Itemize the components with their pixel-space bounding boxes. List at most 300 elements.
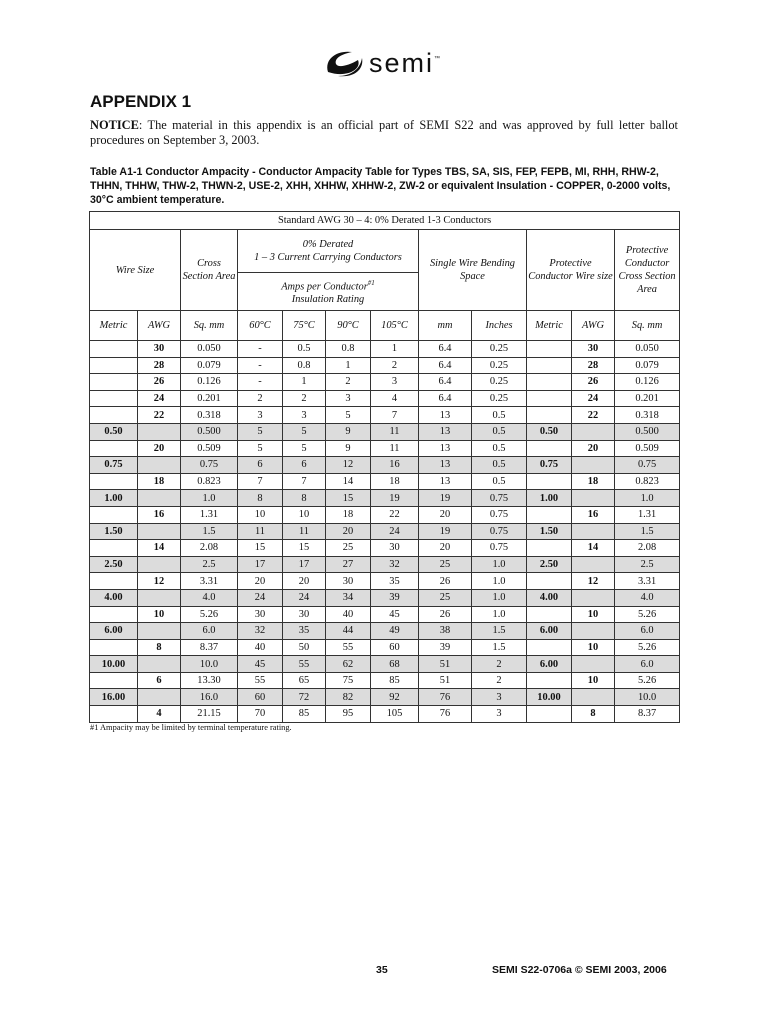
table-cell: 0.050: [615, 341, 680, 358]
table-cell: [138, 523, 181, 540]
table-cell: 1: [371, 341, 419, 358]
table-cell: 0.079: [181, 357, 238, 374]
table-cell: 8.37: [615, 706, 680, 723]
header-protective-cross-section: Protective Conductor Cross Section Area: [615, 230, 680, 311]
table-cell: [527, 639, 572, 656]
table-cell: [527, 390, 572, 407]
notice-text: : The material in this appendix is an official part of SEMI S22 and was approved by full letter ballot procedures on September 3, 2003.: [90, 118, 678, 147]
table-cell: 24: [371, 523, 419, 540]
table-cell: 0.509: [181, 440, 238, 457]
header-wire-size: Wire Size: [90, 230, 181, 311]
table-cell: 0.5: [472, 407, 527, 424]
table-cell: [527, 706, 572, 723]
table-cell: 68: [371, 656, 419, 673]
header-insulation-rating: Insulation Rating: [291, 294, 365, 306]
table-row: [90, 606, 680, 623]
header-bending-space: Single Wire Bending Space: [419, 230, 527, 311]
table-cell: 8.37: [181, 639, 238, 656]
header-protective-wire-size: Protective Conductor Wire size: [527, 230, 615, 311]
table-cell: 19: [419, 523, 472, 540]
table-cell: [572, 589, 615, 606]
table-cell: 85: [283, 706, 326, 723]
table-cell: 0.500: [181, 423, 238, 440]
table-cell: [90, 606, 138, 623]
table-row: [90, 490, 680, 507]
table-cell: 13: [419, 457, 472, 474]
table-cell: 1.0: [472, 556, 527, 573]
table-cell: 3: [472, 706, 527, 723]
table-cell: 5: [238, 423, 283, 440]
table-cell: 1.0: [472, 573, 527, 590]
table-cell: 82: [326, 689, 371, 706]
table-cell: 5: [326, 407, 371, 424]
table-cell: 0.318: [615, 407, 680, 424]
table-cell: [90, 672, 138, 689]
table-cell: 11: [238, 523, 283, 540]
table-cell: 6.00: [527, 623, 572, 640]
table-row: [90, 473, 680, 490]
table-cell: 13.30: [181, 672, 238, 689]
table-cell: 14: [572, 540, 615, 557]
table-cell: 0.509: [615, 440, 680, 457]
table-cell: 45: [371, 606, 419, 623]
table-cell: 55: [283, 656, 326, 673]
header-derated-line1: 0% Derated: [302, 239, 354, 250]
table-cell: 0.823: [181, 473, 238, 490]
table-cell: 55: [238, 672, 283, 689]
table-cell: 3: [283, 407, 326, 424]
table-cell: 0.50: [90, 423, 138, 440]
table-cell: 1: [283, 374, 326, 391]
table-cell: 75: [326, 672, 371, 689]
table-cell: 51: [419, 656, 472, 673]
table-cell: 72: [283, 689, 326, 706]
table-cell: 7: [283, 473, 326, 490]
table-cell: 62: [326, 656, 371, 673]
table-cell: 0.50: [527, 423, 572, 440]
table-cell: [138, 556, 181, 573]
table-cell: 70: [238, 706, 283, 723]
table-cell: 44: [326, 623, 371, 640]
notice-paragraph: [90, 118, 678, 148]
table-cell: 30: [283, 606, 326, 623]
table-cell: 15: [283, 540, 326, 557]
table-cell: 6.4: [419, 374, 472, 391]
table-cell: 49: [371, 623, 419, 640]
table-cell: 14: [326, 473, 371, 490]
table-cell: 3: [371, 374, 419, 391]
table-cell: 0.8: [283, 357, 326, 374]
units-header-cell: AWG: [138, 311, 181, 341]
table-cell: 17: [238, 556, 283, 573]
table-cell: [527, 506, 572, 523]
table-cell: 10: [572, 606, 615, 623]
notice-label: NOTICE: [90, 118, 139, 132]
table-cell: 39: [371, 589, 419, 606]
table-cell: [90, 639, 138, 656]
table-cell: 20: [138, 440, 181, 457]
table-cell: 1.00: [527, 490, 572, 507]
table-cell: 4.0: [615, 589, 680, 606]
table-cell: 2: [283, 390, 326, 407]
table-cell: 6.0: [615, 623, 680, 640]
units-header-cell: Inches: [472, 311, 527, 341]
table-cell: 0.201: [615, 390, 680, 407]
table-cell: 19: [419, 490, 472, 507]
table-cell: 51: [419, 672, 472, 689]
table-cell: 32: [238, 623, 283, 640]
table-cell: 6.00: [527, 656, 572, 673]
table-cell: [572, 490, 615, 507]
table-cell: [90, 374, 138, 391]
table-cell: 16.00: [90, 689, 138, 706]
table-cell: 1.0: [181, 490, 238, 507]
table-cell: [90, 357, 138, 374]
table-cell: 18: [326, 506, 371, 523]
table-cell: [138, 589, 181, 606]
table-cell: 6.4: [419, 341, 472, 358]
table-cell: 2.08: [181, 540, 238, 557]
semi-logo-tm: ™: [434, 56, 441, 62]
table-cell: [138, 423, 181, 440]
semi-logo-text: semi: [369, 47, 435, 78]
table-row: [90, 341, 680, 358]
table-cell: [527, 407, 572, 424]
table-cell: 105: [371, 706, 419, 723]
units-header-cell: Metric: [527, 311, 572, 341]
table-cell: 25: [419, 589, 472, 606]
table-cell: 11: [371, 440, 419, 457]
table-cell: 1.5: [472, 623, 527, 640]
table-cell: 3: [238, 407, 283, 424]
header-amps-sup: #1: [367, 278, 375, 287]
table-cell: 30: [572, 341, 615, 358]
ampacity-table: [89, 211, 680, 723]
table-cell: [572, 523, 615, 540]
table-cell: 4.00: [90, 589, 138, 606]
table-cell: 18: [572, 473, 615, 490]
table-cell: 1.0: [472, 606, 527, 623]
table-cell: 30: [326, 573, 371, 590]
header-derated-line2: 1 – 3 Current Carrying Conductors: [254, 252, 402, 263]
table-cell: 24: [572, 390, 615, 407]
table-cell: 2: [326, 374, 371, 391]
footnote: #1 Ampacity may be limited by terminal temperature rating.: [90, 723, 292, 732]
table-cell: 7: [238, 473, 283, 490]
table-cell: 6: [283, 457, 326, 474]
semi-logo-icon: [322, 46, 366, 80]
table-cell: 18: [371, 473, 419, 490]
table-cell: 8: [572, 706, 615, 723]
table-cell: 2: [238, 390, 283, 407]
table-cell: 6.4: [419, 357, 472, 374]
table-cell: 0.75: [472, 523, 527, 540]
table-cell: 13: [419, 440, 472, 457]
table-cell: [527, 374, 572, 391]
table-cell: 38: [419, 623, 472, 640]
table-cell: 10: [572, 639, 615, 656]
table-cell: [90, 540, 138, 557]
table-cell: 10: [572, 672, 615, 689]
table-cell: 3.31: [615, 573, 680, 590]
table-cell: 14: [138, 540, 181, 557]
units-row: [90, 311, 680, 341]
table-cell: 1: [326, 357, 371, 374]
table-cell: -: [238, 357, 283, 374]
table-cell: [572, 457, 615, 474]
table-row: [90, 423, 680, 440]
table-cell: 40: [238, 639, 283, 656]
table-cell: 10.00: [90, 656, 138, 673]
table-cell: [138, 623, 181, 640]
header-amps: [238, 273, 419, 311]
semi-logo: [322, 46, 440, 80]
table-cell: 5: [283, 423, 326, 440]
table-cell: 10: [138, 606, 181, 623]
table-cell: 0.75: [472, 540, 527, 557]
table-cell: 6.4: [419, 390, 472, 407]
table-cell: 0.500: [615, 423, 680, 440]
units-header-cell: 75°C: [283, 311, 326, 341]
table-cell: 0.5: [472, 457, 527, 474]
table-cell: 3.31: [181, 573, 238, 590]
table-cell: 26: [572, 374, 615, 391]
table-cell: 21.15: [181, 706, 238, 723]
table-cell: 5.26: [181, 606, 238, 623]
table-row: [90, 390, 680, 407]
table-row: [90, 672, 680, 689]
table-cell: [527, 473, 572, 490]
table-cell: 28: [138, 357, 181, 374]
table-cell: 20: [419, 540, 472, 557]
table-cell: 2: [371, 357, 419, 374]
table-row: [90, 556, 680, 573]
units-header-cell: 105°C: [371, 311, 419, 341]
table-cell: 11: [371, 423, 419, 440]
table-cell: 26: [419, 606, 472, 623]
table-cell: 1.5: [181, 523, 238, 540]
table-cell: [90, 473, 138, 490]
table-cell: 20: [326, 523, 371, 540]
table-cell: 16: [371, 457, 419, 474]
table-cell: 25: [419, 556, 472, 573]
table-row: [90, 540, 680, 557]
table-cell: 0.25: [472, 390, 527, 407]
table-cell: 30: [371, 540, 419, 557]
table-cell: 10: [283, 506, 326, 523]
table-cell: 10.0: [181, 656, 238, 673]
table-cell: 34: [326, 589, 371, 606]
table-cell: 6.0: [181, 623, 238, 640]
table-cell: 60: [371, 639, 419, 656]
table-row: [90, 523, 680, 540]
table-row: [90, 573, 680, 590]
table-row: [90, 689, 680, 706]
table-cell: 24: [238, 589, 283, 606]
table-cell: [138, 656, 181, 673]
table-cell: [138, 457, 181, 474]
table-cell: -: [238, 341, 283, 358]
table-cell: 30: [138, 341, 181, 358]
table-cell: 0.5: [472, 440, 527, 457]
table-cell: 8: [283, 490, 326, 507]
table-cell: 12: [326, 457, 371, 474]
table-cell: 28: [572, 357, 615, 374]
table-cell: 6: [138, 672, 181, 689]
table-cell: 95: [326, 706, 371, 723]
table-cell: 13: [419, 407, 472, 424]
table-cell: 1.31: [181, 506, 238, 523]
table-cell: 16: [138, 506, 181, 523]
table-cell: 0.75: [90, 457, 138, 474]
table-cell: [90, 390, 138, 407]
table-cell: 76: [419, 689, 472, 706]
table-cell: [527, 573, 572, 590]
table-top-header: Standard AWG 30 – 4: 0% Derated 1-3 Conductors: [90, 212, 680, 230]
table-cell: 1.0: [472, 589, 527, 606]
table-cell: [138, 490, 181, 507]
table-cell: 5: [283, 440, 326, 457]
table-cell: 32: [371, 556, 419, 573]
table-cell: 8: [238, 490, 283, 507]
table-cell: 30: [238, 606, 283, 623]
table-row: [90, 506, 680, 523]
table-cell: 1.31: [615, 506, 680, 523]
table-cell: 16: [572, 506, 615, 523]
table-cell: 2.08: [615, 540, 680, 557]
table-cell: 4.00: [527, 589, 572, 606]
table-cell: 1.50: [527, 523, 572, 540]
table-cell: 0.75: [181, 457, 238, 474]
table-cell: 4.0: [181, 589, 238, 606]
table-cell: 18: [138, 473, 181, 490]
table-cell: 0.75: [527, 457, 572, 474]
table-cell: 7: [371, 407, 419, 424]
table-cell: 65: [283, 672, 326, 689]
footer-reference: SEMI S22-0706a © SEMI 2003, 2006: [492, 964, 667, 976]
table-cell: 6: [238, 457, 283, 474]
table-cell: 10.0: [615, 689, 680, 706]
table-cell: 0.75: [472, 506, 527, 523]
table-row: [90, 639, 680, 656]
table-cell: [90, 706, 138, 723]
table-cell: [90, 506, 138, 523]
table-cell: 19: [371, 490, 419, 507]
table-cell: [527, 540, 572, 557]
table-cell: 20: [419, 506, 472, 523]
table-cell: 15: [238, 540, 283, 557]
table-cell: 24: [283, 589, 326, 606]
table-cell: 27: [326, 556, 371, 573]
table-cell: 22: [371, 506, 419, 523]
table-cell: 10.00: [527, 689, 572, 706]
table-cell: [572, 556, 615, 573]
table-cell: 12: [572, 573, 615, 590]
table-cell: 0.8: [326, 341, 371, 358]
table-cell: 13: [419, 423, 472, 440]
units-header-cell: Sq. mm: [181, 311, 238, 341]
table-row: [90, 706, 680, 723]
table-cell: [527, 341, 572, 358]
table-cell: 50: [283, 639, 326, 656]
table-cell: 24: [138, 390, 181, 407]
table-body: [90, 341, 680, 723]
table-cell: 92: [371, 689, 419, 706]
table-cell: 85: [371, 672, 419, 689]
table-cell: 45: [238, 656, 283, 673]
units-header-cell: 90°C: [326, 311, 371, 341]
table-cell: 0.25: [472, 374, 527, 391]
table-cell: 1.00: [90, 490, 138, 507]
table-cell: 5: [238, 440, 283, 457]
table-cell: 13: [419, 473, 472, 490]
table-cell: 3: [472, 689, 527, 706]
table-cell: 6.00: [90, 623, 138, 640]
table-cell: 9: [326, 423, 371, 440]
table-cell: 5.26: [615, 639, 680, 656]
header-derated: [238, 230, 419, 273]
table-cell: 55: [326, 639, 371, 656]
table-cell: 35: [371, 573, 419, 590]
header-cross-section: Cross Section Area: [181, 230, 238, 311]
table-cell: 0.050: [181, 341, 238, 358]
table-cell: 26: [138, 374, 181, 391]
table-cell: 2: [472, 672, 527, 689]
table-caption: Table A1-1 Conductor Ampacity - Conductor Ampacity Table for Types TBS, SA, SIS, FEP, FEPB, MI, RHH, RHW-2, THHN, THHW, THW-2, THWN-2, USE-2, XHH, XHHW, XHHW-2, ZW-2 or equivalent Insulation - COPPER, 0-2000 volts, 30°C ambient temperature.: [90, 166, 671, 206]
table-cell: [90, 440, 138, 457]
table-cell: 1.5: [472, 639, 527, 656]
header-amps-per-conductor: Amps per Conductor: [281, 281, 368, 293]
table-cell: 15: [326, 490, 371, 507]
table-cell: 35: [283, 623, 326, 640]
table-row: [90, 457, 680, 474]
table-row: [90, 407, 680, 424]
appendix-title: APPENDIX 1: [90, 92, 192, 111]
table-cell: 5.26: [615, 606, 680, 623]
table-cell: 1.5: [615, 523, 680, 540]
table-cell: 22: [138, 407, 181, 424]
table-cell: [572, 656, 615, 673]
table-cell: 26: [419, 573, 472, 590]
table-row: [90, 357, 680, 374]
footer-page-number: 35: [376, 964, 388, 976]
table-cell: 0.318: [181, 407, 238, 424]
table-cell: 8: [138, 639, 181, 656]
table-cell: [90, 341, 138, 358]
table-cell: [572, 689, 615, 706]
table-cell: [527, 357, 572, 374]
table-cell: 1.50: [90, 523, 138, 540]
table-cell: 0.75: [472, 490, 527, 507]
table-cell: 39: [419, 639, 472, 656]
table-cell: 2.50: [90, 556, 138, 573]
units-header-cell: AWG: [572, 311, 615, 341]
table-cell: [527, 440, 572, 457]
table-cell: 17: [283, 556, 326, 573]
table-cell: 20: [283, 573, 326, 590]
units-header-cell: mm: [419, 311, 472, 341]
table-cell: [90, 573, 138, 590]
table-cell: 25: [326, 540, 371, 557]
table-cell: 4: [138, 706, 181, 723]
table-cell: 10: [238, 506, 283, 523]
table-cell: 0.201: [181, 390, 238, 407]
table-row: [90, 656, 680, 673]
table-cell: 40: [326, 606, 371, 623]
table-cell: 11: [283, 523, 326, 540]
table-cell: [90, 407, 138, 424]
table-cell: 0.25: [472, 341, 527, 358]
